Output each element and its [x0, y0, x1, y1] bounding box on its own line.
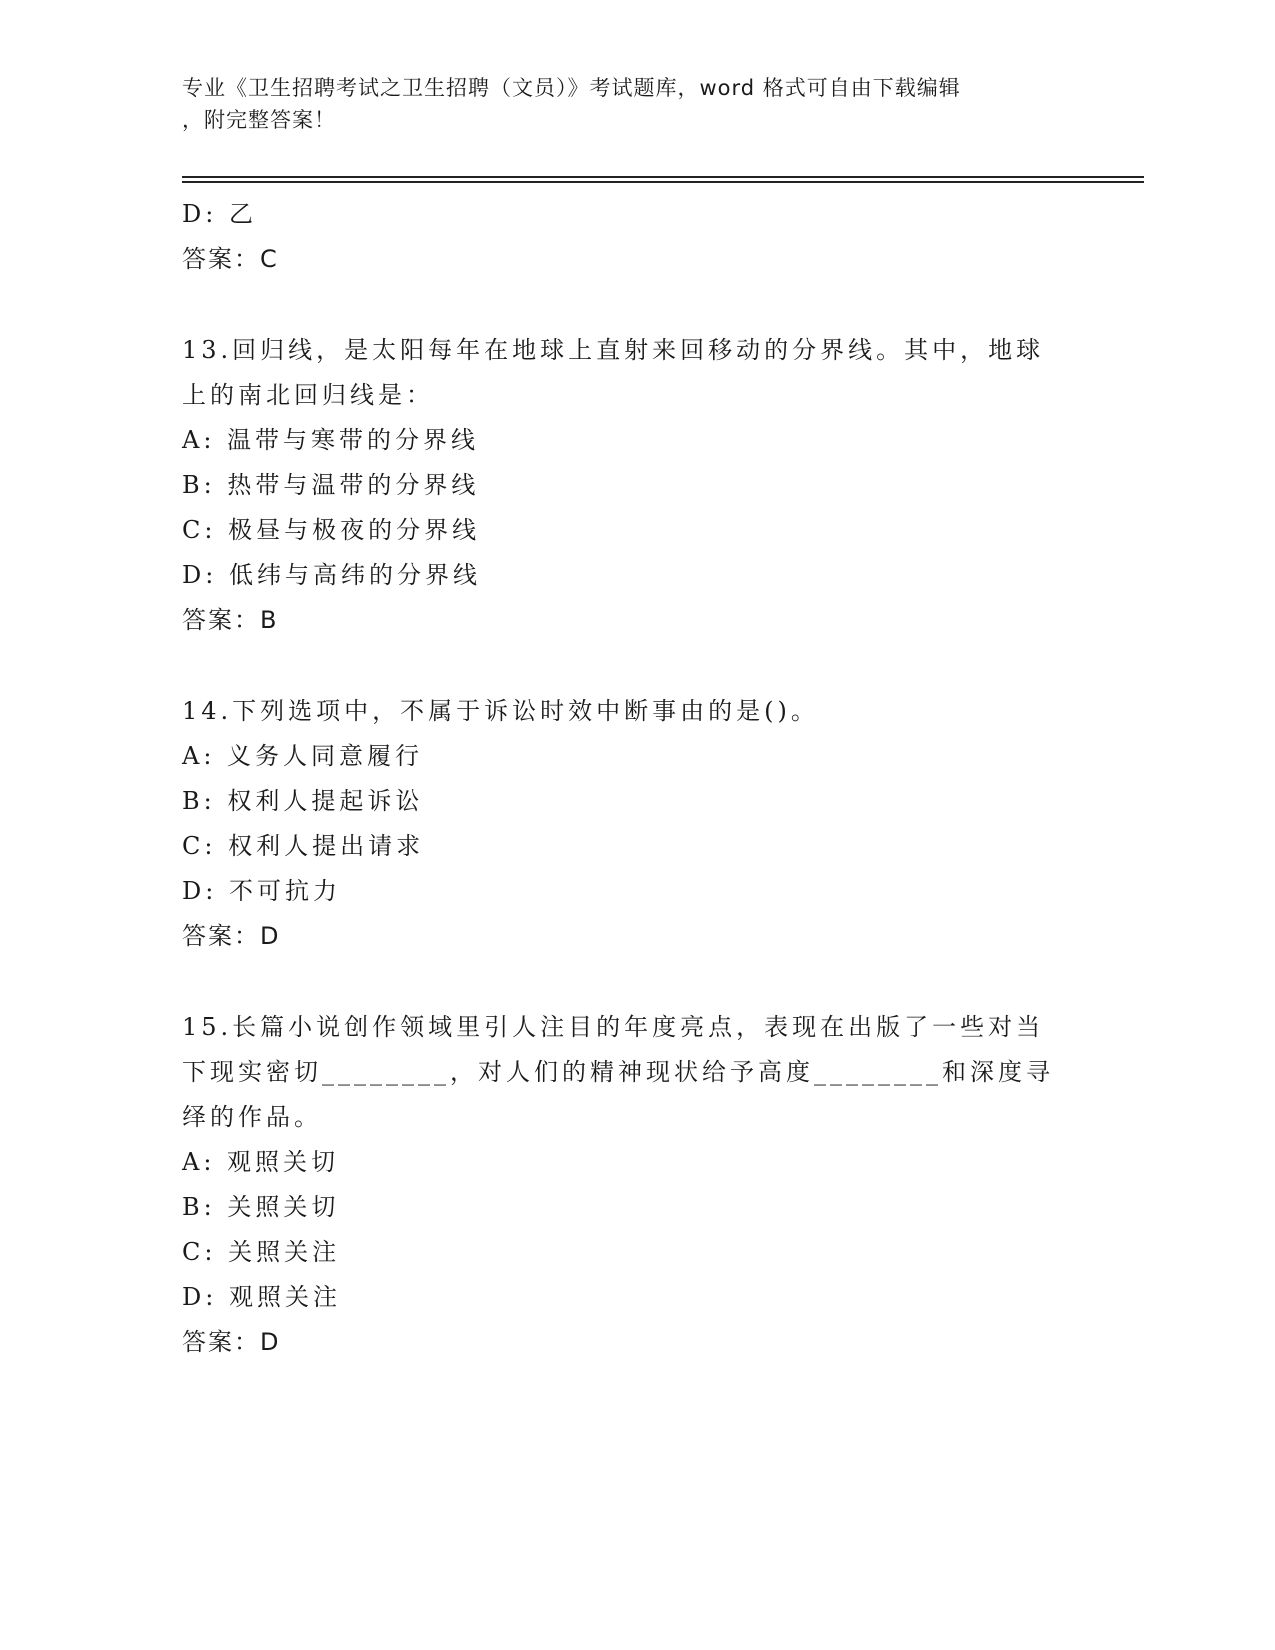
header-rule-top [182, 176, 1144, 178]
previous-question-tail [182, 192, 1082, 282]
question-text: 上的南北回归线是： [182, 381, 434, 409]
answer-line: 答案：B [182, 606, 279, 634]
header-title-line2: ，附完整答案！ [182, 108, 336, 132]
option-d: D: 不可抗力 [182, 877, 341, 905]
header-title-line1: 专业《卫生招聘考试之卫生招聘（文员）》考试题库，word 格式可自由下载编辑 [182, 76, 961, 100]
option-a: A: 观照关切 [182, 1148, 340, 1176]
header-rule-bottom [182, 181, 1144, 183]
option-d: D: 低纬与高纬的分界线 [182, 561, 481, 589]
question-13 [182, 328, 1082, 643]
answer-line: 答案：D [182, 1328, 281, 1356]
question-text: 14.下列选项中，不属于诉讼时效中断事由的是()。 [182, 697, 819, 725]
option-a: A: 温带与寒带的分界线 [182, 426, 480, 454]
option-c: C: 关照关注 [182, 1238, 341, 1266]
option-b: B: 关照关切 [182, 1193, 340, 1221]
question-14 [182, 689, 1082, 959]
question-text: 15.长篇小说创作领域里引人注目的年度亮点，表现在出版了一些对当 [182, 1013, 1045, 1041]
question-text: 绎的作品。 [182, 1103, 322, 1131]
option-d: D: 观照关注 [182, 1283, 341, 1311]
answer-line: 答案：D [182, 922, 281, 950]
option-c: C: 极昼与极夜的分界线 [182, 516, 481, 544]
document-header [182, 72, 1062, 136]
question-15 [182, 1005, 1082, 1365]
option-c: C: 权利人提出请求 [182, 832, 425, 860]
answer-line: 答案：C [182, 245, 279, 273]
document-content [182, 192, 1082, 1365]
question-text: 下现实密切________，对人们的精神现状给予高度________和深度寻 [182, 1058, 1054, 1086]
option-d: D: 乙 [182, 200, 257, 228]
option-b: B: 权利人提起诉讼 [182, 787, 424, 815]
option-b: B: 热带与温带的分界线 [182, 471, 480, 499]
question-text: 13.回归线，是太阳每年在地球上直射来回移动的分界线。其中，地球 [182, 336, 1045, 364]
option-a: A: 义务人同意履行 [182, 742, 424, 770]
